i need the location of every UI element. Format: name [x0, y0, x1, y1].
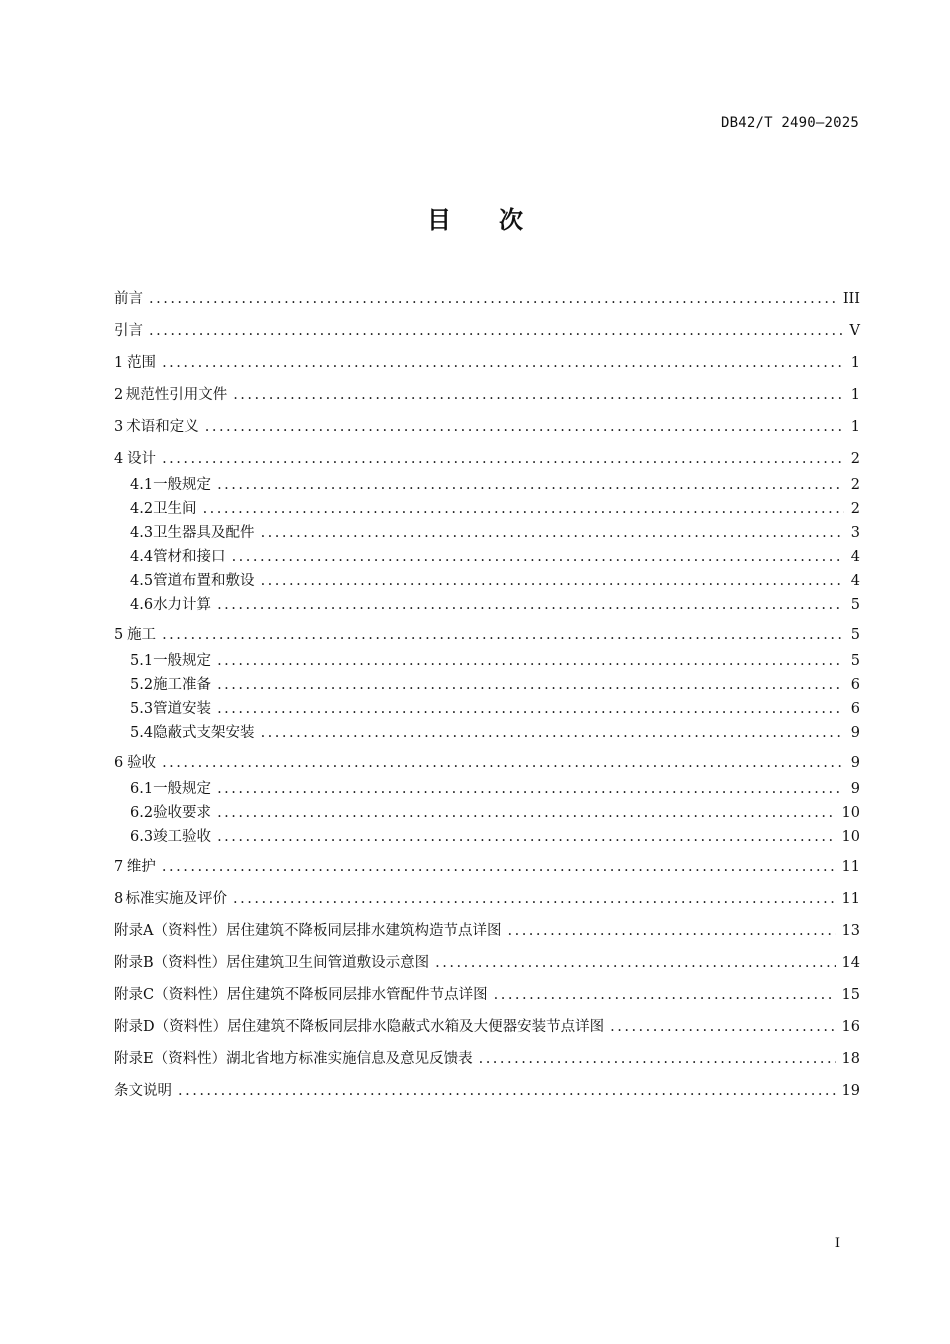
- toc-label: 验收要求: [153, 805, 212, 821]
- toc-page: 15: [841, 987, 860, 1003]
- toc-entry-5-3[interactable]: [114, 697, 860, 721]
- toc-entry-appendix-e[interactable]: [114, 1047, 860, 1079]
- toc-label: 前言: [114, 291, 143, 307]
- toc-number: 6: [114, 755, 124, 771]
- toc-entry-4-6[interactable]: [114, 593, 860, 623]
- toc-page: 2: [850, 451, 860, 467]
- toc-entry-appendix-a[interactable]: [114, 919, 860, 951]
- toc-label: 规范性引用文件: [125, 387, 228, 403]
- toc-label: 卫生间: [153, 501, 197, 517]
- toc-entry-introduction[interactable]: [114, 319, 860, 351]
- toc-page: 11: [841, 891, 860, 907]
- toc-number: 5.2: [130, 677, 154, 693]
- toc-number: 6.3: [130, 829, 154, 845]
- toc-page: V: [849, 323, 860, 339]
- toc-entry-appendix-b[interactable]: [114, 951, 860, 983]
- standard-number: DB42/T 2490—2025: [720, 115, 859, 131]
- toc-label: 设计: [127, 451, 157, 467]
- toc-number: 附录A（资料性）: [114, 923, 226, 939]
- toc-label: 施工: [127, 627, 157, 643]
- toc-entry-6[interactable]: [114, 751, 860, 777]
- toc-number: 附录E（资料性）: [114, 1051, 227, 1067]
- toc-entry-appendix-d[interactable]: [114, 1015, 860, 1047]
- toc-entry-4-2[interactable]: [114, 497, 860, 521]
- title-char-2: 次: [499, 206, 523, 234]
- toc-entry-4-4[interactable]: [114, 545, 860, 569]
- toc-entry-5-4[interactable]: [114, 721, 860, 751]
- toc-label: 居住建筑不降板同层排水建筑构造节点详图: [225, 923, 502, 939]
- toc-number: 5: [114, 627, 124, 643]
- toc-number: 4.6: [130, 597, 154, 613]
- toc-entry-6-1[interactable]: [114, 777, 860, 801]
- toc-number: 4.2: [130, 501, 154, 517]
- toc-entry-1[interactable]: [114, 351, 860, 383]
- toc-label: 验收: [127, 755, 157, 771]
- toc-label: 居住建筑不降板同层排水隐蔽式水箱及大便器安装节点详图: [227, 1019, 605, 1035]
- toc-number: 1: [114, 355, 124, 371]
- toc-number: 附录C（资料性）: [114, 987, 227, 1003]
- toc-page: 16: [841, 1019, 860, 1035]
- toc-page: 9: [850, 725, 860, 741]
- toc-page: 5: [850, 653, 860, 669]
- toc-entry-6-3[interactable]: [114, 825, 860, 855]
- toc-label: 一般规定: [153, 781, 212, 797]
- toc-label: 引言: [114, 323, 143, 339]
- toc-entry-8[interactable]: [114, 887, 860, 919]
- toc-page: 4: [850, 549, 860, 565]
- toc-number: 4.1: [130, 477, 154, 493]
- toc-label: 施工准备: [153, 677, 212, 693]
- toc-page: 1: [850, 355, 860, 371]
- toc-entry-foreword[interactable]: [114, 287, 860, 319]
- toc-number: 4.5: [130, 573, 154, 589]
- toc-page: 10: [841, 805, 860, 821]
- toc-page: 3: [850, 525, 860, 541]
- toc-page: 5: [850, 627, 860, 643]
- toc-entry-4-5[interactable]: [114, 569, 860, 593]
- toc-page: 14: [841, 955, 860, 971]
- toc-page: 5: [850, 597, 860, 613]
- toc-number: 3: [114, 419, 124, 435]
- toc-page: 11: [841, 859, 860, 875]
- toc-number: 4.3: [130, 525, 154, 541]
- table-of-contents: [114, 287, 860, 1111]
- toc-label: 管材和接口: [153, 549, 226, 565]
- toc-entry-appendix-c[interactable]: [114, 983, 860, 1015]
- toc-page: 6: [850, 677, 860, 693]
- toc-label: 水力计算: [153, 597, 212, 613]
- toc-page: 2: [850, 501, 860, 517]
- toc-page: 10: [841, 829, 860, 845]
- toc-page: 9: [850, 755, 860, 771]
- toc-label: 湖北省地方标准实施信息及意见反馈表: [226, 1051, 473, 1067]
- toc-number: 6.2: [130, 805, 154, 821]
- toc-entry-5[interactable]: [114, 623, 860, 649]
- title-char-1: 目: [427, 206, 451, 234]
- toc-label: 维护: [126, 859, 156, 875]
- toc-page: 19: [841, 1083, 860, 1099]
- toc-page: 1: [850, 419, 860, 435]
- toc-number: 附录B（资料性）: [114, 955, 227, 971]
- toc-number: 8: [114, 891, 124, 907]
- toc-entry-2[interactable]: [114, 383, 860, 415]
- toc-label: 一般规定: [153, 477, 212, 493]
- toc-number: 5.4: [130, 725, 154, 741]
- toc-entry-6-2[interactable]: [114, 801, 860, 825]
- toc-label: 范围: [127, 355, 157, 371]
- toc-entry-4-3[interactable]: [114, 521, 860, 545]
- toc-label: 管道布置和敷设: [153, 573, 255, 589]
- toc-page: 13: [841, 923, 860, 939]
- toc-label: 竣工验收: [153, 829, 212, 845]
- toc-page: 18: [841, 1051, 860, 1067]
- toc-label: 居住建筑不降板同层排水管配件节点详图: [226, 987, 488, 1003]
- toc-number: 4: [114, 451, 124, 467]
- toc-entry-3[interactable]: [114, 415, 860, 447]
- toc-label: 居住建筑卫生间管道敷设示意图: [226, 955, 430, 971]
- toc-number: 6.1: [130, 781, 154, 797]
- toc-label: 条文说明: [114, 1083, 172, 1099]
- toc-entry-4-1[interactable]: [114, 473, 860, 497]
- toc-label: 管道安装: [153, 701, 212, 717]
- toc-label: 术语和定义: [126, 419, 199, 435]
- toc-page: 1: [850, 387, 860, 403]
- toc-number: 5.1: [130, 653, 154, 669]
- toc-entry-5-1[interactable]: [114, 649, 860, 673]
- page-title: [0, 200, 950, 235]
- toc-number: 附录D（资料性）: [114, 1019, 228, 1035]
- toc-label: 标准实施及评价: [125, 891, 228, 907]
- toc-label: 一般规定: [153, 653, 212, 669]
- toc-number: 2: [114, 387, 124, 403]
- toc-page: 9: [850, 781, 860, 797]
- toc-page: 2: [850, 477, 860, 493]
- toc-page: III: [842, 291, 860, 307]
- toc-number: 5.3: [130, 701, 154, 717]
- toc-entry-explanatory-notes[interactable]: [114, 1079, 860, 1111]
- toc-label: 卫生器具及配件: [153, 525, 255, 541]
- toc-page: 6: [850, 701, 860, 717]
- toc-number: 4.4: [130, 549, 154, 565]
- toc-entry-5-2[interactable]: [114, 673, 860, 697]
- toc-entry-7[interactable]: [114, 855, 860, 887]
- toc-label: 隐蔽式支架安装: [153, 725, 255, 741]
- toc-entry-4[interactable]: [114, 447, 860, 473]
- toc-number: 7: [114, 859, 124, 875]
- toc-page: 4: [850, 573, 860, 589]
- page-number: I: [834, 1236, 840, 1251]
